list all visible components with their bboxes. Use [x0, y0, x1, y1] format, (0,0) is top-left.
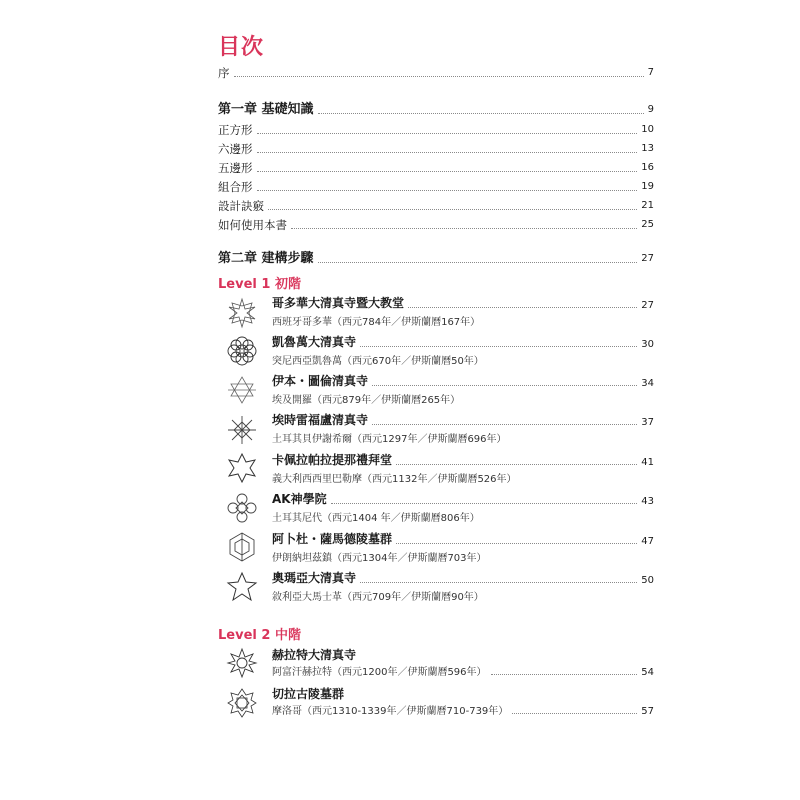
dot-leader — [291, 228, 637, 229]
page-number: 21 — [641, 200, 654, 211]
entry-title: 哥多華大清真寺暨大教堂 — [272, 296, 405, 310]
page-number: 47 — [641, 536, 654, 547]
toc-entry[interactable] — [272, 373, 654, 409]
toc-entry[interactable] — [272, 647, 654, 683]
toc-label: 序 — [218, 66, 230, 80]
dot-leader — [331, 503, 638, 504]
hex-flower-icon — [226, 531, 258, 563]
toc-label: 設計訣竅 — [218, 199, 264, 213]
toc-row[interactable] — [218, 138, 654, 156]
toc-label: 六邊形 — [218, 142, 253, 156]
dot-leader — [408, 307, 637, 308]
toc-row[interactable] — [218, 157, 654, 175]
hexagram-lattice-icon — [226, 374, 258, 406]
toc-entry[interactable] — [272, 531, 654, 567]
entry-title: 切拉古陵墓群 — [272, 687, 345, 701]
entry-location: 敘利亞大馬士革（西元709年／伊斯蘭曆90年） — [272, 592, 484, 603]
page-title: 目次 — [218, 35, 265, 60]
toc-entry[interactable] — [272, 295, 654, 331]
dot-leader — [396, 464, 637, 465]
dot-leader — [360, 346, 637, 347]
star8-pattern-icon — [226, 297, 258, 329]
entry-title: 伊本・圖倫清真寺 — [272, 374, 369, 388]
dot-leader — [512, 713, 637, 714]
toc-entry[interactable] — [272, 334, 654, 370]
page-number: 16 — [641, 162, 654, 173]
complex-rosette-icon — [226, 687, 258, 719]
dot-leader — [318, 113, 644, 114]
entry-location: 西班牙哥多華（西元784年／伊斯蘭曆167年） — [272, 317, 481, 328]
octagram-outline-icon — [226, 452, 258, 484]
dot-leader — [372, 385, 637, 386]
entry-location: 突尼西亞凱魯萬（西元670年／伊斯蘭曆50年） — [272, 356, 484, 367]
dot-leader — [257, 190, 638, 191]
entry-title: 阿卜杜・薩馬德陵墓群 — [272, 532, 393, 546]
entry-title: 卡佩拉帕拉提那禮拜堂 — [272, 453, 393, 467]
entry-title: 赫拉特大清真寺 — [272, 648, 357, 662]
toc-row-chapter1[interactable] — [218, 99, 654, 117]
entry-location: 埃及開羅（西元879年／伊斯蘭曆265年） — [272, 395, 461, 406]
toc-row-chapter2[interactable] — [218, 248, 654, 266]
entry-location: 阿富汗赫拉特（西元1200年／伊斯蘭曆596年） — [272, 667, 487, 678]
dot-leader — [234, 76, 644, 77]
page-number: 30 — [641, 339, 654, 350]
toc-entry[interactable] — [272, 452, 654, 488]
toc-label: 組合形 — [218, 180, 253, 194]
page-number: 34 — [641, 378, 654, 389]
toc-entry[interactable] — [272, 686, 654, 722]
dot-leader — [360, 582, 637, 583]
page-number: 7 — [647, 67, 654, 78]
page-number: 9 — [647, 104, 654, 115]
dot-leader — [318, 262, 638, 263]
toc-label: 五邊形 — [218, 161, 253, 175]
page-number: 37 — [641, 417, 654, 428]
chapter-title: 第一章 基礎知識 — [218, 102, 314, 117]
dot-leader — [372, 424, 637, 425]
dot-leader — [491, 674, 638, 675]
entry-location: 義大利西西里巴勒摩（西元1132年／伊斯蘭曆526年） — [272, 474, 517, 485]
toc-label: 如何使用本書 — [218, 218, 287, 232]
entry-location: 摩洛哥（西元1310-1339年／伊斯蘭曆710-739年） — [272, 706, 509, 717]
page-number: 27 — [641, 253, 654, 264]
entry-location: 土耳其貝伊謝希爾（西元1297年／伊斯蘭曆696年） — [272, 434, 507, 445]
interlace-star-icon — [226, 492, 258, 524]
dot-leader — [257, 171, 638, 172]
page-number: 50 — [641, 575, 654, 586]
entry-title: 埃時雷福盧清真寺 — [272, 413, 369, 427]
dot-leader — [257, 152, 638, 153]
page-number: 43 — [641, 496, 654, 507]
dot-leader — [396, 543, 637, 544]
chapter-title: 第二章 建構步驟 — [218, 251, 314, 266]
toc-entry[interactable] — [272, 491, 654, 527]
level-heading: Level 2 中階 — [218, 628, 301, 643]
toc-row[interactable] — [218, 176, 654, 194]
page-number: 54 — [641, 667, 654, 678]
entry-title: 奧瑪亞大清真寺 — [272, 571, 357, 585]
page-number: 27 — [641, 300, 654, 311]
toc-row[interactable] — [218, 214, 654, 232]
entry-title: 凱魯萬大清真寺 — [272, 335, 357, 349]
star-cross-icon — [226, 414, 258, 446]
page-number: 41 — [641, 457, 654, 468]
toc-row[interactable] — [218, 195, 654, 213]
entry-location: 土耳其尼代（西元1404 年／伊斯蘭曆806年） — [272, 513, 480, 524]
page-number: 19 — [641, 181, 654, 192]
toc-row-preface[interactable] — [218, 62, 654, 80]
six-point-star-icon — [226, 571, 258, 603]
level-heading: Level 1 初階 — [218, 277, 301, 292]
toc-entry[interactable] — [272, 412, 654, 448]
dot-leader — [257, 133, 638, 134]
toc-label: 正方形 — [218, 123, 253, 137]
page-number: 13 — [641, 143, 654, 154]
entry-title: AK神學院 — [272, 492, 327, 506]
toc-entry[interactable] — [272, 570, 654, 606]
circles-rosette-icon — [226, 335, 258, 367]
toc-row[interactable] — [218, 119, 654, 137]
ten-point-star-icon — [226, 647, 258, 679]
entry-location: 伊朗納坦茲鎮（西元1304年／伊斯蘭曆703年） — [272, 553, 487, 564]
dot-leader — [268, 209, 637, 210]
page-number: 10 — [641, 124, 654, 135]
page-number: 57 — [641, 706, 654, 717]
page-number: 25 — [641, 219, 654, 230]
